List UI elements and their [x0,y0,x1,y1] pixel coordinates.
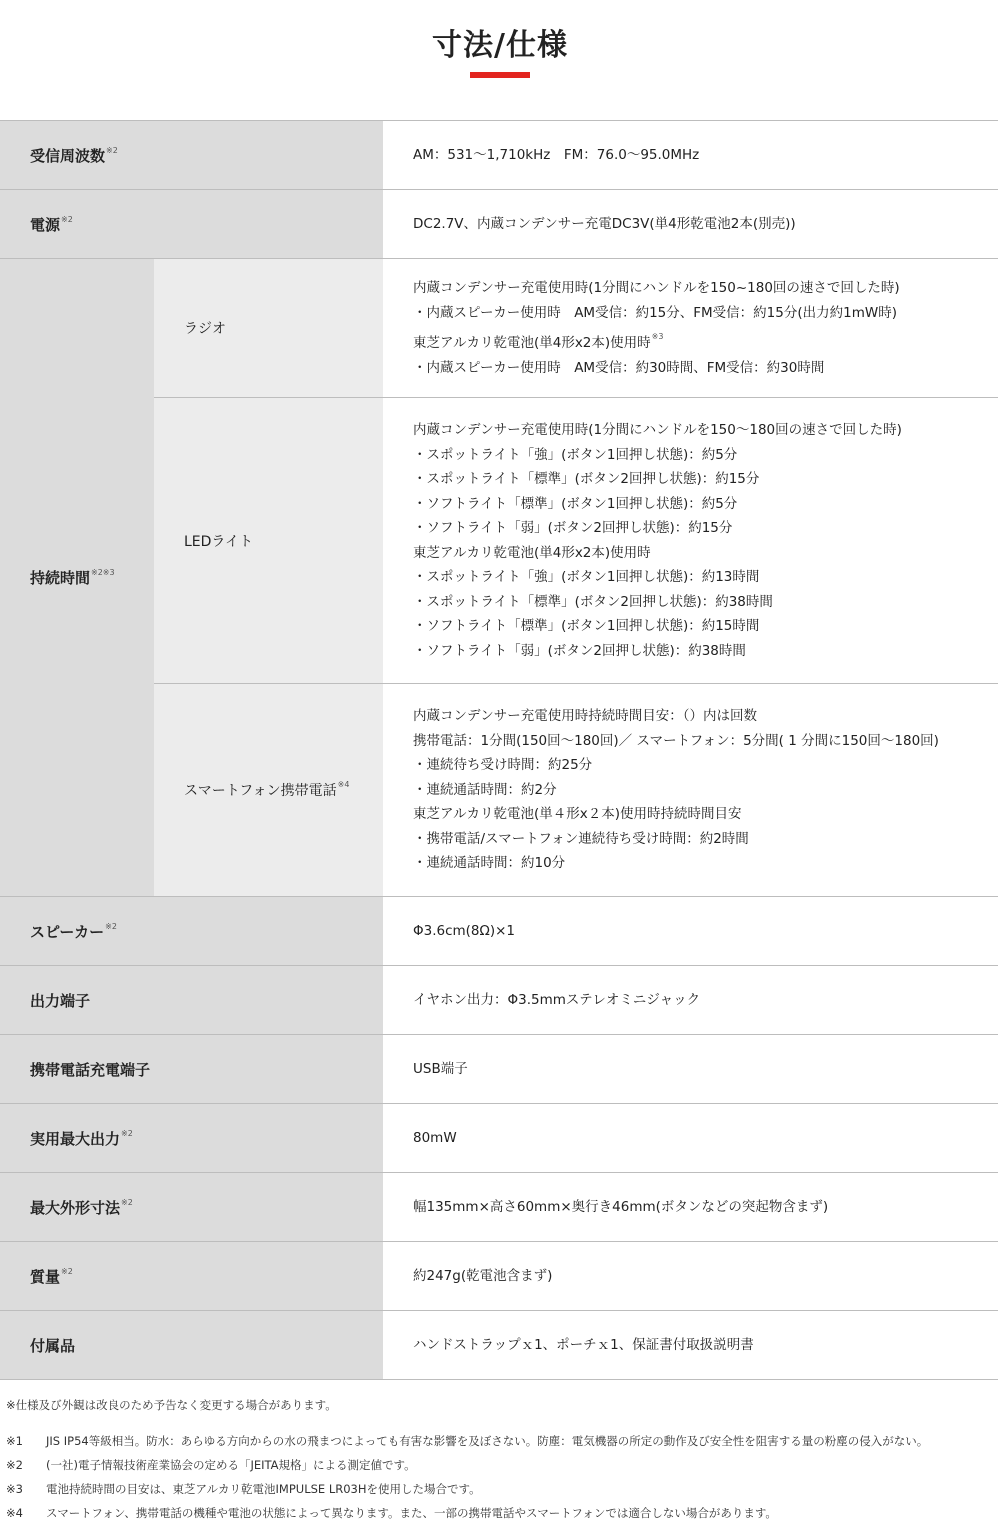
footnotes [6,1397,928,1525]
sub-label-led: LEDライト [154,398,383,684]
row-label: 付属品 [0,1311,383,1380]
spec-row-reception [0,121,998,190]
row-label: 最大外形寸法$^{※2}$ [0,1173,383,1242]
value-line: ・ソフトライト「標準」(ボタン1回押し状態)：約15時間 [413,618,760,634]
row-label: 出力端子 [0,966,383,1035]
footnote-4: ※4 スマートフォン、携帯電話の機種や電池の状態によって異なります。また、一部の携帯電話やスマートフォンでは適合しない場合があります。 [6,1506,777,1520]
general-note: ※仕様及び外観は改良のため予告なく変更する場合があります。 [6,1398,337,1412]
row-value: 80mW [383,1104,998,1173]
value-line: ・スポットライト「標準」(ボタン2回押し状態)：約38時間 [413,593,773,610]
row-value [383,259,998,398]
spec-table [0,120,998,1380]
value-line: 内蔵コンデンサー充電使用時(1分間にハンドルを150~180回の速さで回した時) [413,280,900,296]
sub-label-phone: スマートフォン携帯電話$^{※4}$ [154,684,383,897]
row-value: ハンドストラップｘ1、ポーチｘ1、保証書付取扱説明書 [383,1311,998,1380]
value-line: 東芝アルカリ乾電池(単4形x2本)使用時$^{※3}$ [413,332,664,351]
row-label: 持続時間$^{※2※3}$ [0,259,154,897]
value-line: ・携帯電話/スマートフォン連続待ち受け時間：約2時間 [413,830,749,847]
value-line: 携帯電話：1分間(150回～180回)／ スマートフォン：5分間( 1 分間に150回～180回) [413,732,939,749]
page-title: 寸法/仕様 [432,28,568,63]
row-value: AM：531～1,710kHz FM：76.0～95.0MHz [383,121,998,190]
footnote-1: ※1 JIS IP54等級相当。防水：あらゆる方向からの水の飛まつによっても有害な影響を及ぼさない。防塵：電気機器の所定の動作及び安全性を阻害する量の粉塵の侵入がない。 [6,1434,929,1448]
title-underline [470,72,530,78]
value-line: ・ソフトライト「弱」(ボタン2回押し状態)：約38時間 [413,642,746,659]
value-line: ・スポットライト「強」(ボタン1回押し状態)：約5分 [413,446,738,463]
row-label: 実用最大出力$^{※2}$ [0,1104,383,1173]
row-value: イヤホン出力：Φ3.5mmステレオミニジャック [383,966,998,1035]
value-line: ・スポットライト「強」(ボタン1回押し状態)：約13時間 [413,569,760,585]
value-line: ・連続通話時間：約10分 [413,855,566,872]
value-line: ・スポットライト「標準」(ボタン2回押し状態)：約15分 [413,471,760,487]
sub-label-radio: ラジオ [154,259,383,398]
value-line: 東芝アルカリ乾電池(単４形x２本)使用時持続時間目安 [413,806,742,823]
spec-row-accessories [0,1311,998,1380]
spec-row-max-output [0,1104,998,1173]
spec-row-charge-port [0,1035,998,1104]
footnote-3: ※3 電池持続時間の目安は、東芝アルカリ乾電池IMPULSE LR03Hを使用した場合です。 [6,1482,481,1496]
spec-row-dimensions [0,1173,998,1242]
row-value: 約247g(乾電池含まず) [383,1242,998,1311]
row-value: 幅135mm×高さ60mm×奥行き46mm(ボタンなどの突起物含まず) [383,1173,998,1242]
row-label: 携帯電話充電端子 [0,1035,383,1104]
spec-row-speaker [0,897,998,966]
value-line: ・ソフトライト「標準」(ボタン1回押し状態)：約5分 [413,495,738,512]
footnote-2: ※2 (一社)電子情報技術産業協会の定める「JEITA規格」による測定値です。 [6,1458,416,1472]
value-line: 内蔵コンデンサー充電使用時持続時間目安：（）内は回数 [413,708,757,725]
value-line: ・ソフトライト「弱」(ボタン2回押し状態)：約15分 [413,520,733,536]
row-value [383,398,998,684]
spec-row-duration-radio [0,259,998,398]
spec-row-weight [0,1242,998,1311]
value-line: ・連続待ち受け時間：約25分 [413,757,593,774]
row-label: 電源$^{※2}$ [0,190,383,259]
row-value: Φ3.6cm(8Ω)×1 [383,897,998,966]
row-label: スピーカー$^{※2}$ [0,897,383,966]
value-line: 内蔵コンデンサー充電使用時(1分間にハンドルを150～180回の速さで回した時) [413,422,902,438]
row-value [383,684,998,897]
spec-row-power [0,190,998,259]
row-value: DC2.7V、内蔵コンデンサー充電DC3V(単4形乾電池2本(別売)) [383,190,998,259]
row-label: 質量$^{※2}$ [0,1242,383,1311]
value-line: ・内蔵スピーカー使用時 AM受信：約30時間、FM受信：約30時間 [413,359,825,376]
value-line: 東芝アルカリ乾電池(単4形x2本)使用時 [413,544,651,561]
row-value: USB端子 [383,1035,998,1104]
row-label: 受信周波数$^{※2}$ [0,121,383,190]
value-line: ・連続通話時間：約2分 [413,781,557,798]
spec-row-output [0,966,998,1035]
value-line: ・内蔵スピーカー使用時 AM受信：約15分、FM受信：約15分(出力約1mW時) [413,304,897,321]
